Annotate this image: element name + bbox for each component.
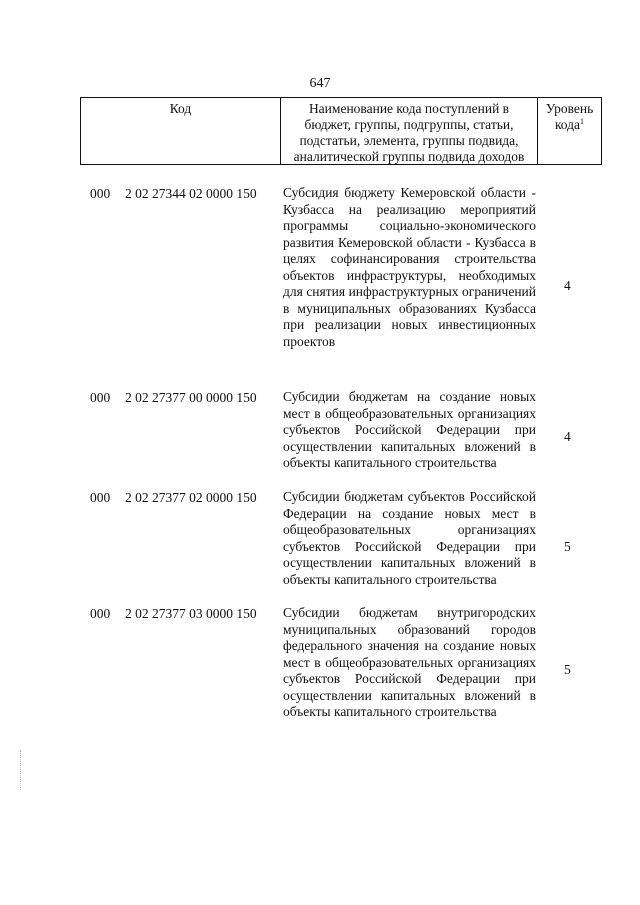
code-level: 4 — [564, 278, 571, 293]
header-name-line: подстатьи, элемента, группы подвида, — [299, 133, 519, 148]
header-name-line: бюджет, группы, подгруппы, статьи, — [304, 117, 514, 132]
admin-code: 000 — [90, 390, 111, 405]
footnote-marker: 1 — [580, 117, 585, 126]
admin-code: 000 — [90, 490, 111, 505]
header-name-line: аналитической группы подвида доходов — [293, 149, 525, 164]
header-level-line2 — [538, 117, 601, 133]
header-name-line: Наименование кода поступлений в — [308, 101, 510, 116]
budget-code: 2 02 27377 02 0000 150 — [125, 490, 257, 505]
admin-code: 000 — [90, 186, 111, 201]
budget-code: 2 02 27377 00 0000 150 — [125, 390, 257, 405]
table-header — [80, 97, 602, 165]
header-name — [281, 98, 538, 164]
code-name: Субсидия бюджету Кемеровской области - Кузбасса на реализацию мероприятий программы социально-экономического развития Кемеровской области - Кузбасса в целях софинансирования строительства объектов инфраструктуры, необходимых для снятия инфраструктурных ограничений в муниципальных образованиях Кузбасса при реализации новых инвестиционных проектов — [283, 185, 536, 349]
code-name: Субсидии бюджетам субъектов Российской Федерации на создание новых мест в общеобразовательных организациях субъектов Российской Федерации при осуществлении капитальных вложений в объекты капитального строительства — [283, 489, 536, 587]
code-level: 5 — [564, 539, 571, 554]
code-name: Субсидии бюджетам внутригородских муниципальных образований городов федерального значения на создание новых мест в общеобразовательных организациях субъектов Российской Федерации при осуществлении капитальных вложений в объекты капитального строительства — [283, 605, 536, 719]
header-level — [538, 98, 602, 164]
admin-code: 000 — [90, 606, 111, 621]
scan-margin-mark — [20, 750, 23, 790]
code-level: 4 — [564, 429, 571, 444]
header-code: Код — [80, 98, 281, 164]
budget-code: 2 02 27377 03 0000 150 — [125, 606, 257, 621]
header-level-text: кода — [554, 117, 581, 132]
page-number: 647 — [309, 76, 331, 91]
code-name: Субсидии бюджетам на создание новых мест в общеобразовательных организациях субъектов Российской Федерации при осуществлении капитальных вложений в объекты капитального строительства — [283, 389, 536, 470]
code-level: 5 — [564, 662, 571, 677]
budget-code: 2 02 27344 02 0000 150 — [125, 186, 257, 201]
header-level-line1: Уровень — [545, 101, 594, 116]
